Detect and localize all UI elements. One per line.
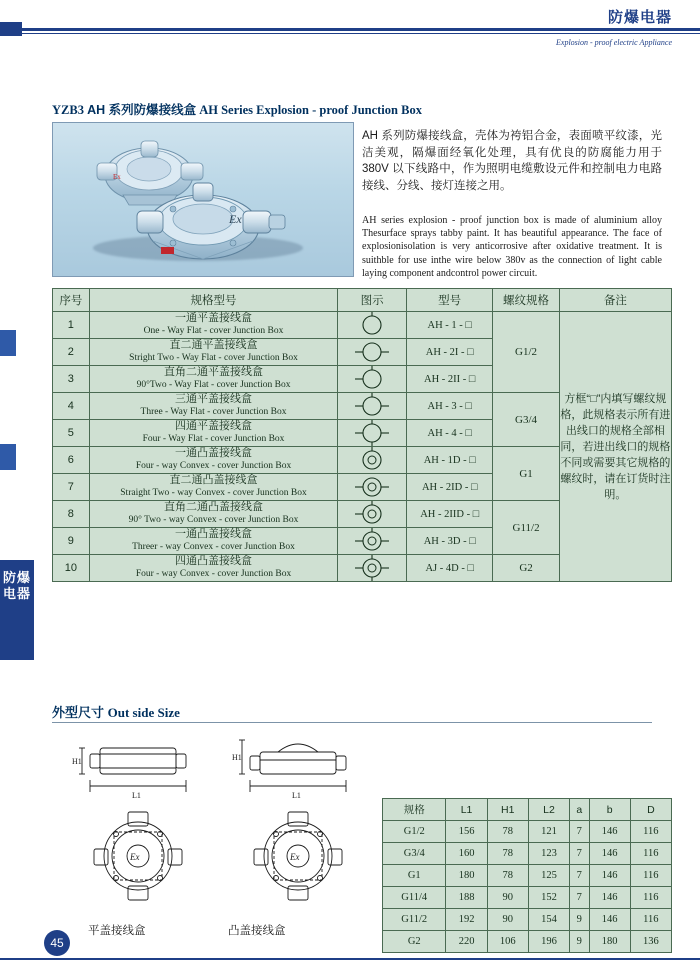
outside-size-title-cn: 外型尺寸 xyxy=(52,705,105,720)
row-spec-cn: 直二通凸盖接线盒 xyxy=(169,474,258,487)
dim-cell: G11/4 xyxy=(383,887,446,909)
intro-text-en: AH series explosion - proof junction box is made of aluminium alloy Thesurface sprays tabby paint. It has beautiful appearance. The face of explosionisolation is very anticorrosive after oxidative treatment. It is suithble for use inthe wire below 380v as the connection of light cable laying component andcontrol power circuit. xyxy=(362,215,662,279)
table-row xyxy=(383,821,672,843)
dim-cell: 146 xyxy=(589,887,630,909)
side-marker-upper xyxy=(0,330,16,356)
thread-group-2: G3/4 xyxy=(493,393,560,447)
header-no: 序号 xyxy=(53,289,90,312)
three-way-convex-icon xyxy=(352,528,392,554)
row-spec xyxy=(89,420,338,447)
row-no: 3 xyxy=(53,366,90,393)
dim-cell: 9 xyxy=(570,931,589,953)
dim-cell: 78 xyxy=(487,865,528,887)
row-no: 6 xyxy=(53,447,90,474)
header-remark: 备注 xyxy=(559,289,671,312)
row-icon-cell xyxy=(338,447,407,474)
svg-text:Ex: Ex xyxy=(130,852,140,862)
header-spec: 规格型号 xyxy=(89,289,338,312)
table-row xyxy=(383,843,672,865)
dimension-table-container xyxy=(382,798,672,953)
dim-cell: 146 xyxy=(589,909,630,931)
dimension-drawing-svg xyxy=(52,730,372,945)
dim-cell: 90 xyxy=(487,887,528,909)
dim-header-l2: L2 xyxy=(528,799,569,821)
dim-cell: 196 xyxy=(528,931,569,953)
dim-cell: 116 xyxy=(630,865,671,887)
row-no: 8 xyxy=(53,501,90,528)
row-spec-cn: 四通凸盖接线盒 xyxy=(175,555,253,568)
svg-text:H1: H1 xyxy=(72,757,82,766)
dimension-table xyxy=(382,798,672,953)
row-no: 2 xyxy=(53,339,90,366)
outside-size-title xyxy=(52,702,180,721)
row-spec-en: Four - Way Flat - cover Junction Box xyxy=(142,433,285,444)
row-no: 9 xyxy=(53,528,90,555)
row-spec xyxy=(89,501,338,528)
row-spec xyxy=(89,366,338,393)
header-pic: 图示 xyxy=(338,289,407,312)
dim-cell: 146 xyxy=(589,865,630,887)
header-rule-thin xyxy=(0,33,700,34)
row-icon-cell xyxy=(338,528,407,555)
header-model: 型号 xyxy=(407,289,493,312)
header-title-en: Explosion - proof electric Appliance xyxy=(556,38,672,47)
dim-cell: 106 xyxy=(487,931,528,953)
svg-text:Ex: Ex xyxy=(229,212,242,226)
four-way-convex-icon xyxy=(352,555,392,581)
dim-cell: 146 xyxy=(589,843,630,865)
row-spec-cn: 四通平盖接线盒 xyxy=(175,420,253,433)
dim-header-h1: H1 xyxy=(487,799,528,821)
dim-cell: 121 xyxy=(528,821,569,843)
straight-two-way-convex-icon xyxy=(352,474,392,500)
row-spec-en: One - Way Flat - cover Junction Box xyxy=(143,325,284,336)
row-model: AH - 4 - □ xyxy=(407,420,493,447)
page-header xyxy=(0,0,700,70)
row-model: AH - 3 - □ xyxy=(407,393,493,420)
drawing-caption-left: 平盖接线盒 xyxy=(88,925,146,937)
dim-cell: 7 xyxy=(570,887,589,909)
section-title-en: AH Series Explosion - proof Junction Box xyxy=(199,103,422,117)
dim-cell: 116 xyxy=(630,909,671,931)
dim-header-spec: 规格 xyxy=(383,799,446,821)
row-no: 7 xyxy=(53,474,90,501)
dim-cell: 78 xyxy=(487,821,528,843)
dim-cell: G2 xyxy=(383,931,446,953)
thread-group-5: G2 xyxy=(493,555,560,582)
outside-size-rule xyxy=(52,722,652,723)
row-model: AH - 3D - □ xyxy=(407,528,493,555)
dim-cell: 7 xyxy=(570,821,589,843)
dim-cell: 78 xyxy=(487,843,528,865)
svg-text:L1: L1 xyxy=(292,791,301,800)
svg-text:Ex: Ex xyxy=(113,173,121,181)
drawing-caption-right: 凸盖接线盒 xyxy=(228,925,286,937)
row-icon-cell xyxy=(338,474,407,501)
dim-cell: 116 xyxy=(630,887,671,909)
dim-cell: 152 xyxy=(528,887,569,909)
page-number: 45 xyxy=(44,930,70,956)
dim-cell: 146 xyxy=(589,821,630,843)
dim-cell: 123 xyxy=(528,843,569,865)
spec-table-header-row xyxy=(53,289,672,312)
row-spec-cn: 直角二通平盖接线盒 xyxy=(164,366,264,379)
table-row xyxy=(383,931,672,953)
table-row xyxy=(383,887,672,909)
row-spec-en: Four - way Convex - cover Junction Box xyxy=(135,568,292,579)
dim-cell: 160 xyxy=(446,843,487,865)
dim-cell: 136 xyxy=(630,931,671,953)
svg-text:H1: H1 xyxy=(232,753,242,762)
row-spec xyxy=(89,393,338,420)
row-icon-cell xyxy=(338,555,407,582)
dim-cell: 90 xyxy=(487,909,528,931)
junction-box-illustration xyxy=(53,123,353,276)
dimension-header-row xyxy=(383,799,672,821)
row-spec-cn: 一通凸盖接线盒 xyxy=(175,528,253,541)
row-no: 10 xyxy=(53,555,90,582)
row-no: 4 xyxy=(53,393,90,420)
thread-group-3: G1 xyxy=(493,447,560,501)
three-way-flat-icon xyxy=(352,393,392,419)
table-row xyxy=(53,312,672,339)
row-spec-cn: 一通凸盖接线盒 xyxy=(175,447,253,460)
row-spec-en: Straight Two - way Convex - cover Junction Box xyxy=(120,487,307,498)
row-spec xyxy=(89,555,338,582)
header-thread: 螺纹规格 xyxy=(493,289,560,312)
row-icon-cell xyxy=(338,420,407,447)
row-model: AJ - 4D - □ xyxy=(407,555,493,582)
outside-size-title-en: Out side Size xyxy=(107,705,180,720)
header-rule-thick xyxy=(0,28,700,31)
row-spec-en: Stright Two - Way Flat - cover Junction Box xyxy=(129,352,298,363)
dim-cell: 154 xyxy=(528,909,569,931)
dimension-drawings xyxy=(52,730,372,945)
row-spec xyxy=(89,528,338,555)
row-no: 5 xyxy=(53,420,90,447)
dim-header-l1: L1 xyxy=(446,799,487,821)
svg-text:L1: L1 xyxy=(132,791,141,800)
section-title-code: YZB3 xyxy=(52,103,84,117)
angle-two-way-convex-icon xyxy=(352,501,392,527)
dim-cell: 192 xyxy=(446,909,487,931)
dim-cell: G11/2 xyxy=(383,909,446,931)
section-title xyxy=(52,100,672,118)
row-icon-cell xyxy=(338,366,407,393)
row-spec-cn: 直二通平盖接线盒 xyxy=(169,339,258,352)
row-spec-en: 90°Two - Way Flat - cover Junction Box xyxy=(136,379,291,390)
row-spec xyxy=(89,447,338,474)
row-spec-en: Threer - way Convex - cover Junction Box xyxy=(132,541,295,552)
table-row xyxy=(383,865,672,887)
dim-cell: G3/4 xyxy=(383,843,446,865)
remark-cell: 方框“□”内填写螺纹规格，此规格表示所有进出线口的规格全部相同，若进出线口的规格不同或需要其它规格的螺纹时，请在订货时注明。 xyxy=(559,312,671,582)
dim-cell: 116 xyxy=(630,843,671,865)
thread-group-1: G1/2 xyxy=(493,312,560,393)
table-row xyxy=(383,909,672,931)
row-icon-cell xyxy=(338,312,407,339)
dim-header-d: D xyxy=(630,799,671,821)
row-spec-en: 90° Two - way Convex - cover Junction Box xyxy=(128,514,299,525)
straight-two-way-flat-icon xyxy=(352,339,392,365)
dim-cell: 188 xyxy=(446,887,487,909)
row-spec xyxy=(89,339,338,366)
dim-cell: 125 xyxy=(528,865,569,887)
row-model: AH - 2IID - □ xyxy=(407,501,493,528)
dim-cell: 7 xyxy=(570,865,589,887)
row-model: AH - 2II - □ xyxy=(407,366,493,393)
row-icon-cell xyxy=(338,339,407,366)
dim-cell: G1 xyxy=(383,865,446,887)
dim-cell: 116 xyxy=(630,821,671,843)
row-spec xyxy=(89,312,338,339)
spec-table xyxy=(52,288,672,582)
row-model: AH - 2ID - □ xyxy=(407,474,493,501)
footer-rule xyxy=(0,958,700,960)
intro-text-cn: AH 系列防爆接线盒，壳体为袴铝合金，表面喷平纹漆，光洁美观，隔爆面经氧化处理，具有优良的防腐能力用于380V 以下线路中，作为照明电缆敷设元件和控制电力电路接线、分线、接灯连接之用。 xyxy=(362,130,662,192)
dim-cell: 180 xyxy=(589,931,630,953)
product-photo xyxy=(52,122,354,277)
section-title-cn: AH 系列防爆接线盒 xyxy=(87,103,197,117)
row-model: AH - 2I - □ xyxy=(407,339,493,366)
header-title-cn: 防爆电器 xyxy=(607,9,672,26)
angle-two-way-flat-icon xyxy=(352,366,392,392)
side-marker-lower xyxy=(0,444,16,470)
row-spec xyxy=(89,474,338,501)
dim-cell: 156 xyxy=(446,821,487,843)
one-way-convex-icon xyxy=(352,447,392,473)
dim-cell: 7 xyxy=(570,843,589,865)
one-way-flat-icon xyxy=(352,312,392,338)
dim-cell: 220 xyxy=(446,931,487,953)
svg-text:Ex: Ex xyxy=(290,852,300,862)
row-model: AH - 1D - □ xyxy=(407,447,493,474)
row-spec-en: Three - Way Flat - cover Junction Box xyxy=(140,406,287,417)
row-no: 1 xyxy=(53,312,90,339)
side-tab-label: 防爆电器 xyxy=(0,560,34,660)
row-spec-cn: 一通平盖接线盒 xyxy=(175,312,253,325)
dim-cell: 9 xyxy=(570,909,589,931)
spec-table-container xyxy=(52,288,672,582)
dim-header-b: b xyxy=(589,799,630,821)
dim-header-a: a xyxy=(570,799,589,821)
row-spec-cn: 三通平盖接线盒 xyxy=(175,393,253,406)
dim-cell: 180 xyxy=(446,865,487,887)
row-model: AH - 1 - □ xyxy=(407,312,493,339)
thread-group-4: G11/2 xyxy=(493,501,560,555)
four-way-flat-icon xyxy=(352,420,392,446)
row-icon-cell xyxy=(338,393,407,420)
row-spec-cn: 直角二通凸盖接线盒 xyxy=(164,501,264,514)
row-spec-en: Four - way Convex - cover Junction Box xyxy=(135,460,292,471)
dim-cell: G1/2 xyxy=(383,821,446,843)
row-icon-cell xyxy=(338,501,407,528)
